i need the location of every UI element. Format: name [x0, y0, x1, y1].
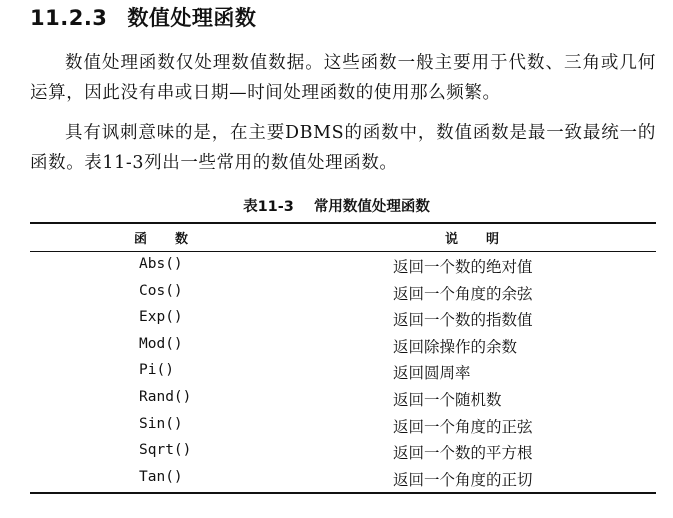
table-row — [0, 280, 673, 307]
function-description: 返回一个角度的正弦 — [393, 417, 533, 436]
table-row — [0, 359, 673, 386]
function-description: 返回一个数的平方根 — [393, 444, 533, 463]
function-description: 返回一个数的绝对值 — [393, 258, 533, 276]
table-row — [0, 466, 673, 493]
section-title: 数值处理函数 — [127, 6, 257, 30]
table-row — [0, 306, 673, 333]
function-description: 返回一个角度的正切 — [393, 470, 533, 489]
table-caption-label: 表11-3 — [243, 199, 294, 215]
table-caption-title: 常用数值处理函数 — [313, 199, 430, 215]
paragraph-intro: 数值处理函数仅处理数值数据。这些函数一般主要用于代数、三角或几何运算，因此没有串或日期—时间处理函数的使用那么频繁。 — [30, 53, 656, 103]
function-description: 返回一个角度的余弦 — [393, 284, 533, 303]
table-bottom-rule — [30, 492, 656, 494]
paragraph-consistency: 具有讽刺意味的是，在主要DBMS的函数中，数值函数是最一致最统一的函数。表11-3列出一些常用的数值处理函数。 — [30, 123, 656, 173]
function-description: 返回圆周率 — [393, 364, 471, 383]
function-description: 返回一个数的指数值 — [393, 311, 533, 330]
function-name: Rand() — [139, 388, 192, 405]
function-name: Cos() — [139, 282, 183, 299]
table-caption — [0, 195, 673, 216]
column-header-function: 函数 — [134, 232, 217, 247]
function-name: Tan() — [139, 468, 183, 485]
function-name: Mod() — [139, 335, 183, 352]
table-body — [0, 253, 673, 492]
table-row — [0, 253, 673, 280]
table-header-rule — [30, 251, 656, 252]
table-row — [0, 333, 673, 360]
section-number: 11.2.3 — [30, 6, 108, 30]
column-header-description: 说明 — [445, 232, 528, 247]
function-name: Abs() — [139, 256, 183, 272]
function-name: Sin() — [139, 415, 183, 432]
function-name: Pi() — [139, 362, 174, 379]
function-name: Exp() — [139, 309, 183, 326]
table-row — [0, 413, 673, 440]
table-row — [0, 386, 673, 413]
function-description: 返回除操作的余数 — [393, 337, 518, 356]
function-name: Sqrt() — [139, 442, 192, 459]
table-row — [0, 439, 673, 466]
function-description: 返回一个随机数 — [393, 390, 502, 409]
section-heading — [30, 2, 256, 32]
table-top-rule — [30, 222, 656, 224]
